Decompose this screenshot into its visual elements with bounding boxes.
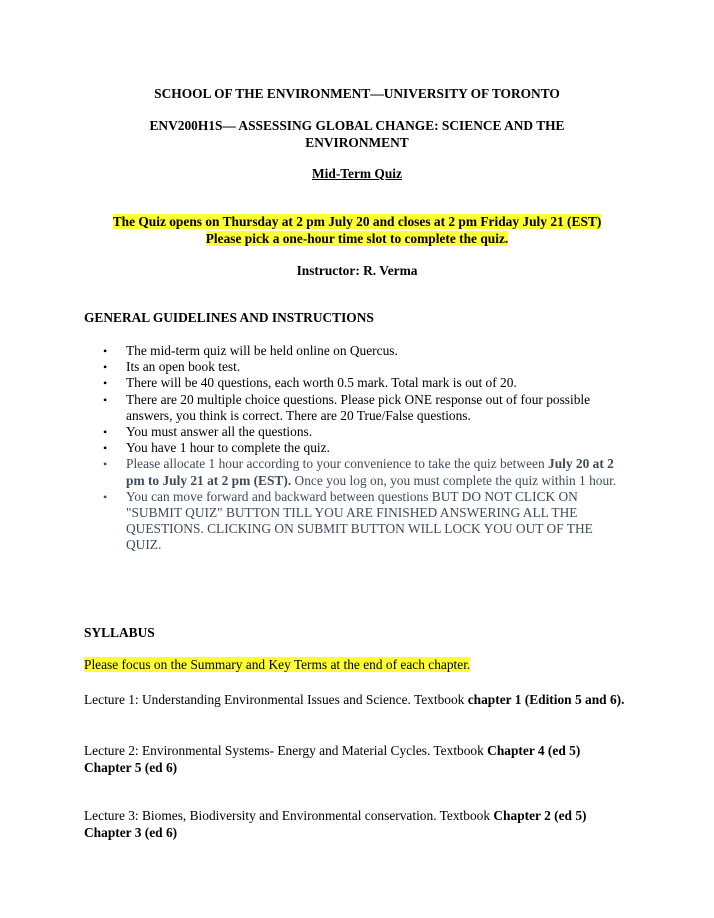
guidelines-heading: GENERAL GUIDELINES AND INSTRUCTIONS [84,310,374,325]
lecture-2: Lecture 2: Environmental Systems- Energy and Material Cycles. Textbook Chapter 4 (ed 5) Chapter 5 (ed 6) [84,743,581,775]
list-item: • You must answer all the questions. [103,424,313,440]
focus-note-wrap [84,657,630,674]
lecture-3: Lecture 3: Biomes, Biodiversity and Environmental conservation. Textbook Chapter 2 (ed 5) Chapter 3 (ed 6) [84,808,587,840]
syllabus-heading: SYLLABUS [84,625,155,640]
list-item: • Its an open book test. [103,359,241,375]
course-title-line1: ENV200H1S— ASSESSING GLOBAL CHANGE: SCIENCE AND THE [149,118,565,133]
list-item: • There are 20 multiple choice questions. Please pick ONE response out of four possible answers, you think is correct. There are 20 True/False questions. [103,391,591,423]
course-title [84,117,630,151]
list-item: • Please allocate 1 hour according to your convenience to take the quiz between July 20 at 2 pm to July 21 at 2 pm (EST). Once you log on, you must complete the quiz within 1 hour. [103,456,617,488]
bullet-icon: • [103,457,108,472]
focus-note: Please focus on the Summary and Key Terms at the end of each chapter. [84,657,471,672]
course-title-line2: ENVIRONMENT [305,135,409,150]
list-item: • The mid-term quiz will be held online on Quercus. [103,343,398,358]
bullet-icon: • [103,344,108,358]
quiz-notice [84,213,630,247]
bullet-icon: • [103,376,108,391]
bullet-icon: • [103,489,108,504]
guidelines-list [84,343,630,554]
notice-line2: Please pick a one-hour time slot to complete the quiz. [205,231,509,246]
quiz-title: Mid-Term Quiz [312,166,402,181]
list-item: • You have 1 hour to complete the quiz. [103,440,330,456]
list-item: • You can move forward and backward between questions BUT DO NOT CLICK ON "SUBMIT QUIZ" BUTTON TILL YOU ARE FINISHED ANSWERING ALL THE QUESTIONS. CLICKING ON SUBMIT BUTTON WILL LOCK YOU OUT OF THE QUIZ. [103,488,593,553]
quiz-title-wrap [84,165,630,182]
lecture-1: Lecture 1: Understanding Environmental Issues and Science. Textbook chapter 1 (Edition 5 and 6). [84,692,625,707]
school-heading: SCHOOL OF THE ENVIRONMENT—UNIVERSITY OF TORONTO [154,86,560,101]
bullet-icon: • [103,392,108,407]
bullet-icon: • [103,425,108,440]
bullet-icon: • [103,441,108,456]
list-item: • There will be 40 questions, each worth 0.5 mark. Total mark is out of 20. [103,375,517,391]
bullet-icon: • [103,360,108,375]
notice-line1: The Quiz opens on Thursday at 2 pm July 20 and closes at 2 pm Friday July 21 (EST) [112,214,602,229]
instructor: Instructor: R. Verma [296,263,418,278]
